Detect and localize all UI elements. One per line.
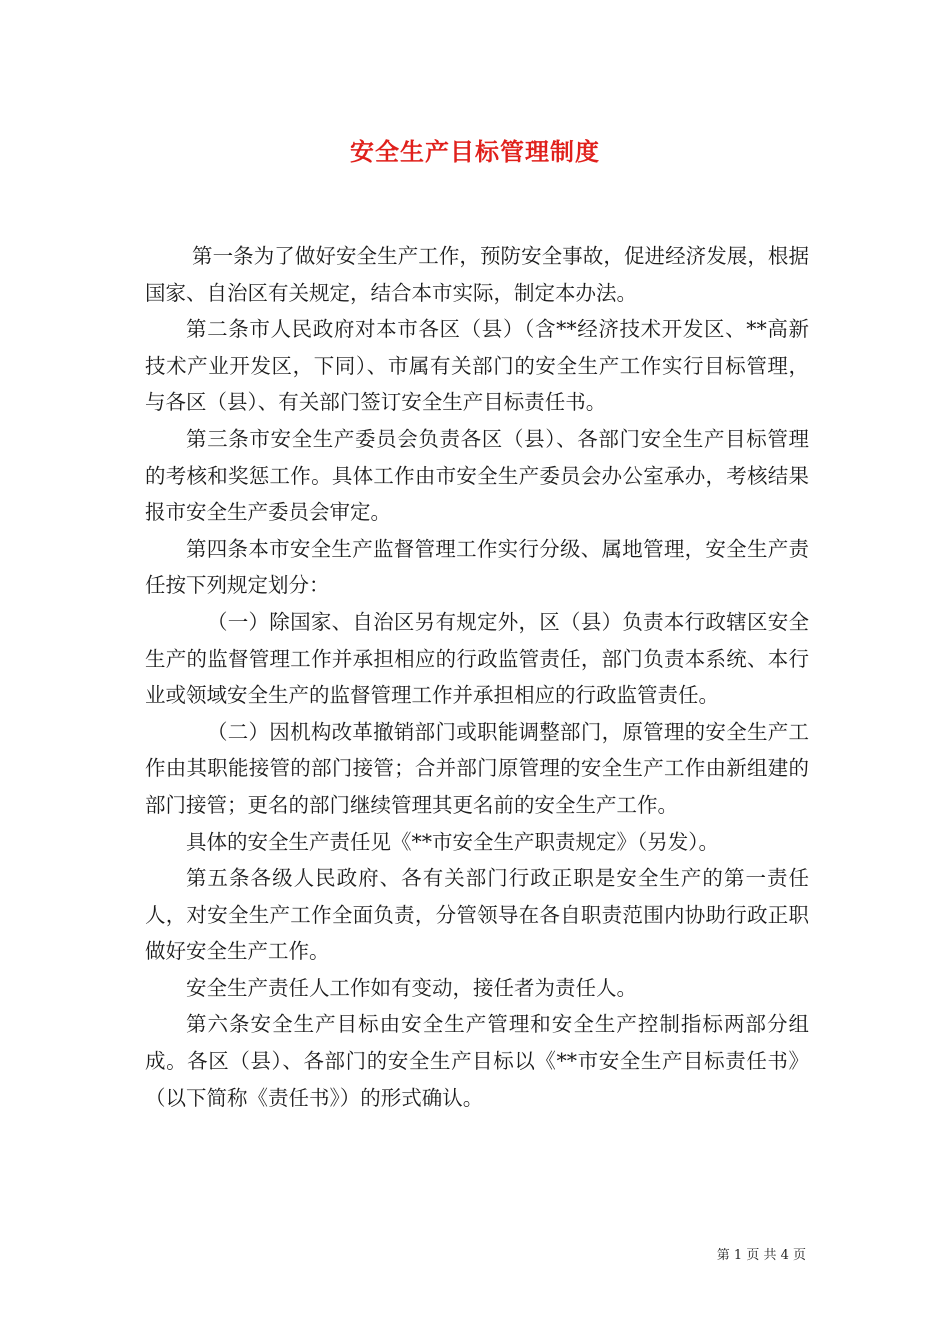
paragraph-article-1: 第一条为了做好安全生产工作，预防安全事故，促进经济发展，根据国家、自治区有关规定，结合本市实际，制定本办法。 [145, 244, 809, 305]
paragraph-successor-note: 安全生产责任人工作如有变动，接任者为责任人。 [186, 975, 637, 1000]
paragraph-article-2: 第二条市人民政府对本市各区（县）（含**经济技术开发区、**高新技术产业开发区，下同）、市属有关部门的安全生产工作实行目标管理，与各区（县）、有关部门签订安全生产目标责任书。 [145, 317, 809, 415]
paragraph-article-3: 第三条市安全生产委员会负责各区（县）、各部门安全生产目标管理的考核和奖惩工作。具体工作由市安全生产委员会办公室承办，考核结果报市安全生产委员会审定。 [145, 426, 809, 525]
paragraph-article-4: 第四条本市安全生产监督管理工作实行分级、属地管理，安全生产责任按下列规定划分： [145, 536, 809, 598]
paragraph-item-1: （一）除国家、自治区另有规定外，区（县）负责本行政辖区安全生产的监督管理工作并承担相应的行政监管责任，部门负责本系统、本行业或领域安全生产的监督管理工作并承担相应的行政监管责任。 [145, 609, 809, 708]
paragraph-item-2: （二）因机构改革撤销部门或职能调整部门，原管理的安全生产工作由其职能接管的部门接管；合并部门原管理的安全生产工作由新组建的部门接管；更名的部门继续管理其更名前的安全生产工作。 [145, 719, 809, 817]
document-title: 安全生产目标管理制度 [350, 138, 600, 166]
document-body [145, 238, 809, 1116]
paragraph-article-6: 第六条安全生产目标由安全生产管理和安全生产控制指标两部分组成。各区（县）、各部门的安全生产目标以《**市安全生产目标责任书》（以下简称《责任书》）的形式确认。 [145, 1012, 809, 1110]
page-number: 第 1 页 共 4 页 [716, 1248, 806, 1263]
paragraph-article-5: 第五条各级人民政府、各有关部门行政正职是安全生产的第一责任人，对安全生产工作全面负责，分管领导在各自职责范围内协助行政正职做好安全生产工作。 [145, 866, 809, 964]
paragraph-responsibility-note: 具体的安全生产责任见《**市安全生产职责规定》（另发）。 [186, 829, 719, 854]
